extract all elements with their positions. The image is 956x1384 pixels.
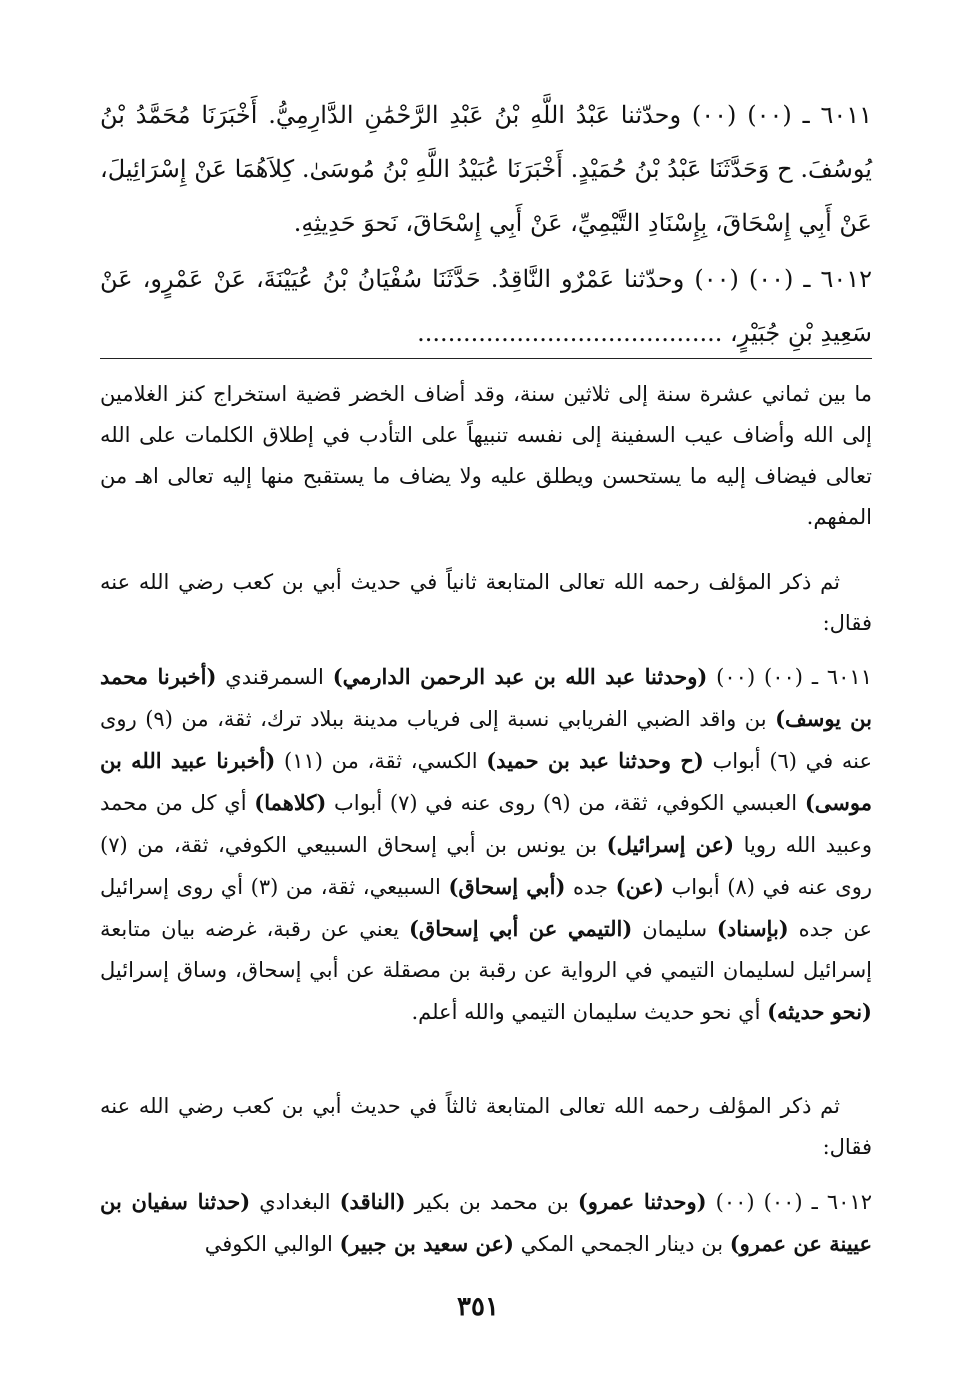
hadith-text: وحدّثنا عَبْدُ اللَّهِ بْنُ عَبْدِ الرَّحْمَٰنِ الدَّارِمِيُّ. أَخْبَرَنَا مُحَمَّدُ بْنُ يُوسُفَ. ح وَحَدَّثَنَا عَبْدُ بْنُ حُمَيْدٍ. أَخْبَرَنَا عُبَيْدُ اللَّهِ بْنُ مُوسَىٰ. كِلاَهُمَا عَنْ إِسْرَائِيلَ، عَنْ أَبِي إِسْحَاقَ، بِإِسْنَادِ التَّيْمِيِّ، عَنْ أَبِي إِسْحَاقَ، نَحوَ حَدِيثِهِ. <box>100 101 872 237</box>
bold-quoted-text: (وحدثنا عبد الله بن عبد الرحمن الدارمي) <box>332 664 708 689</box>
commentary-text: العبسي الكوفي، ثقة، من (٩) روى عنه في (٧) أبواب <box>326 791 805 815</box>
hadith-number: ٦٠١٢ ـ (٠٠) (٠٠) <box>694 265 872 293</box>
commentary-paragraph-2: ثم ذكر المؤلف رحمه الله تعالى المتابعة ثانياً في حديث أبي بن كعب رضي الله عنه فقال: <box>100 570 872 635</box>
commentary-text: يعني عن رقبة، غرضه بيان متابعة إسرائيل لسليمان التيمي في الرواية عن رقبة بن مصقلة عن أبي إسحاق، وساق إسرائيل <box>100 917 872 982</box>
commentary-paragraph-1: ما بين ثماني عشرة سنة إلى ثلاثين سنة، وقد أضاف الخضر قضية استخراج كنز الغلامين إلى الله وأضاف عيب السفينة إلى نفسه تنبيهاً على التأدب في إطلاق الكلمات على الله تعالى فيضاف إليه ما يستحسن ويطلق عليه ولا يضاف ما يستقبح منها إليه تعالى اهـ من المفهم. <box>100 382 872 529</box>
bold-quoted-text: (وحدثنا عمرو) <box>577 1189 707 1214</box>
bold-quoted-text: (أخبرنا عبيد الله بن موسى) <box>100 748 872 815</box>
commentary-text: بن يونس بن أبي إسحاق السبيعي الكوفي، ثقة، من (٧) روى عنه في (٨) أبواب <box>100 833 873 899</box>
commentary-text: بن دينار الجمحي المكي <box>513 1232 730 1256</box>
commentary-text: سليمان <box>632 917 717 941</box>
hadith-text: وحدّثنا عَمْرٌو النَّاقِدُ. حَدَّثَنَا سُفْيَانُ بْنُ عُيَيْنَةَ، عَنْ عَمْرٍو، عَنْ سَعِيدِ بْنِ جُبَيْرٍ، ........................................ <box>100 265 872 347</box>
bold-quoted-text: (عن إسرائيل) <box>606 832 735 857</box>
commentary-paragraph-3 <box>100 656 872 1033</box>
bold-quoted-text: (حدثنا سفيان بن عيينة عن عمرو) <box>100 1189 872 1256</box>
bold-quoted-text: (كلاهما) <box>254 790 327 815</box>
bold-quoted-text: (عن) <box>615 874 664 899</box>
bold-quoted-text: (نحو حديثه) <box>767 999 872 1024</box>
commentary-text: ٦٠١٢ ـ (٠٠) (٠٠) <box>706 1190 873 1214</box>
commentary-paragraph-5 <box>100 1181 872 1265</box>
bold-quoted-text: (الناقد) <box>339 1189 406 1214</box>
commentary-text: جده <box>565 875 616 899</box>
bold-quoted-text: (أبي إسحاق) <box>448 874 566 899</box>
commentary-text: السبيعي، ثقة، من (٣) أي روى إسرائيل عن جده <box>100 875 872 941</box>
bold-quoted-text: (بإسناد) <box>716 916 789 941</box>
matn-hadith-6012 <box>100 252 872 360</box>
commentary-text: الكسي، ثقة، من (١١) <box>275 749 487 773</box>
commentary-paragraph-4: ثم ذكر المؤلف رحمه الله تعالى المتابعة ثالثاً في حديث أبي بن كعب رضي الله عنه فقال: <box>100 1094 872 1159</box>
commentary-text: أي نحو حديث سليمان التيمي والله أعلم. <box>411 1000 768 1024</box>
commentary-text: بن محمد بن بكير <box>405 1190 578 1214</box>
bold-quoted-text: (ح وحدثنا عبد بن حميد) <box>486 748 704 773</box>
commentary-text: ٦٠١١ ـ (٠٠) (٠٠) <box>707 665 872 689</box>
bold-quoted-text: (عن سعيد بن جبير) <box>339 1231 514 1256</box>
commentary-text: بن واقد الضبي الفريابي نسبة إلى فرياب مدينة ببلاد ترك، ثقة، من (٩) روى عنه في (٦) أبواب <box>100 707 872 773</box>
hadith-number: ٦٠١١ ـ (٠٠) (٠٠) <box>691 101 872 129</box>
commentary-text: البغدادي <box>250 1190 340 1214</box>
page-number: ٣٥١ <box>457 1292 499 1322</box>
bold-quoted-text: (التيمي عن أبي إسحاق) <box>409 916 633 941</box>
separator-line <box>100 358 872 359</box>
matn-hadith-6011 <box>100 88 872 250</box>
commentary-text: السمرقندي <box>216 665 333 689</box>
commentary-text: أي كل من محمد وعبيد الله رويا <box>100 791 872 857</box>
commentary-text: الوالبي الكوفي <box>204 1232 340 1256</box>
matn-section <box>100 88 872 360</box>
bold-quoted-text: (أخبرنا محمد بن يوسف) <box>100 664 872 731</box>
